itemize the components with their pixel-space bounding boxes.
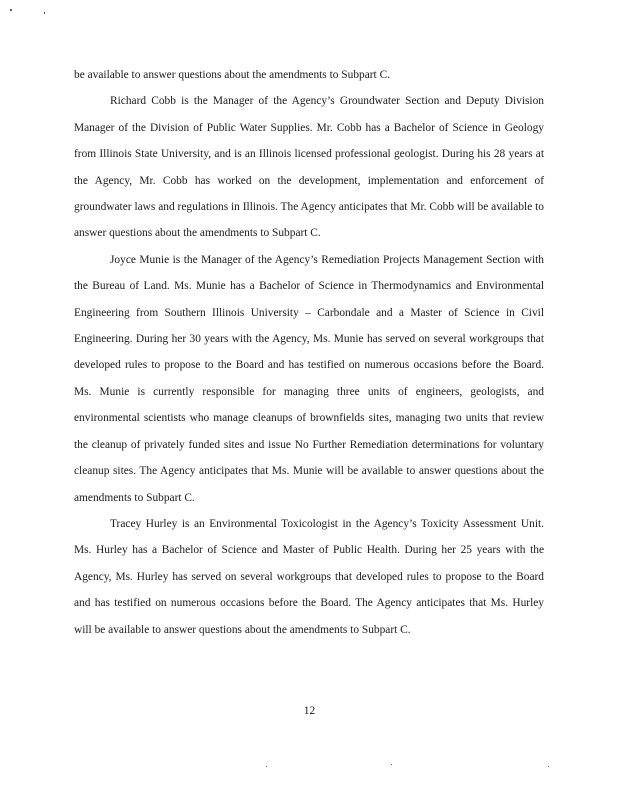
- body-text: [74, 62, 544, 643]
- paragraph-joyce-munie: Joyce Munie is the Manager of the Agency’s Remediation Projects Management Section with the Bureau of Land. Ms. Munie has a Bachelor of Science in Thermodynamics and Environmental Engineering from Southern Illinois University – Carbondale and a Master of Science in Civil Engineering. During her 30 years with the Agency, Ms. Munie has served on several workgroups that developed rules to propose to the Board and has testified on numerous occasions before the Board. Ms. Munie is currently responsible for managing three units of engineers, geologists, and environmental scientists who manage cleanups of brownfields sites, managing two units that review the cleanup of privately funded sites and issue No Further Remediation determinations for voluntary cleanup sites. The Agency anticipates that Ms. Munie will be available to answer questions about the amendments to Subpart C.: [74, 253, 544, 504]
- paragraph-continuation: be available to answer questions about the amendments to Subpart C.: [74, 69, 391, 81]
- scan-speck: [391, 764, 392, 765]
- paragraph-richard-cobb: Richard Cobb is the Manager of the Agency’s Groundwater Section and Deputy Division Manager of the Division of Public Water Supplies. Mr. Cobb has a Bachelor of Science in Geology from Illinois State University, and is an Illinois licensed professional geologist. During his 28 years at the Agency, Mr. Cobb has worked on the development, implementation and enforcement of groundwater laws and regulations in Illinois. The Agency anticipates that Mr. Cobb will be available to answer questions about the amendments to Subpart C.: [74, 95, 544, 240]
- scan-speck: [266, 766, 267, 767]
- scan-speck: [548, 766, 549, 767]
- scan-speck: [10, 9, 12, 11]
- paragraph-tracey-hurley: Tracey Hurley is an Environmental Toxicologist in the Agency’s Toxicity Assessment Unit. Ms. Hurley has a Bachelor of Science and Master of Public Health. During her 25 years with the Agency, Ms. Hurley has served on several workgroups that developed rules to propose to the Board and has testified on numerous occasions before the Board. The Agency anticipates that Ms. Hurley will be available to answer questions about the amendments to Subpart C.: [74, 517, 544, 636]
- page-number: 12: [303, 705, 316, 717]
- scan-speck: [44, 12, 45, 14]
